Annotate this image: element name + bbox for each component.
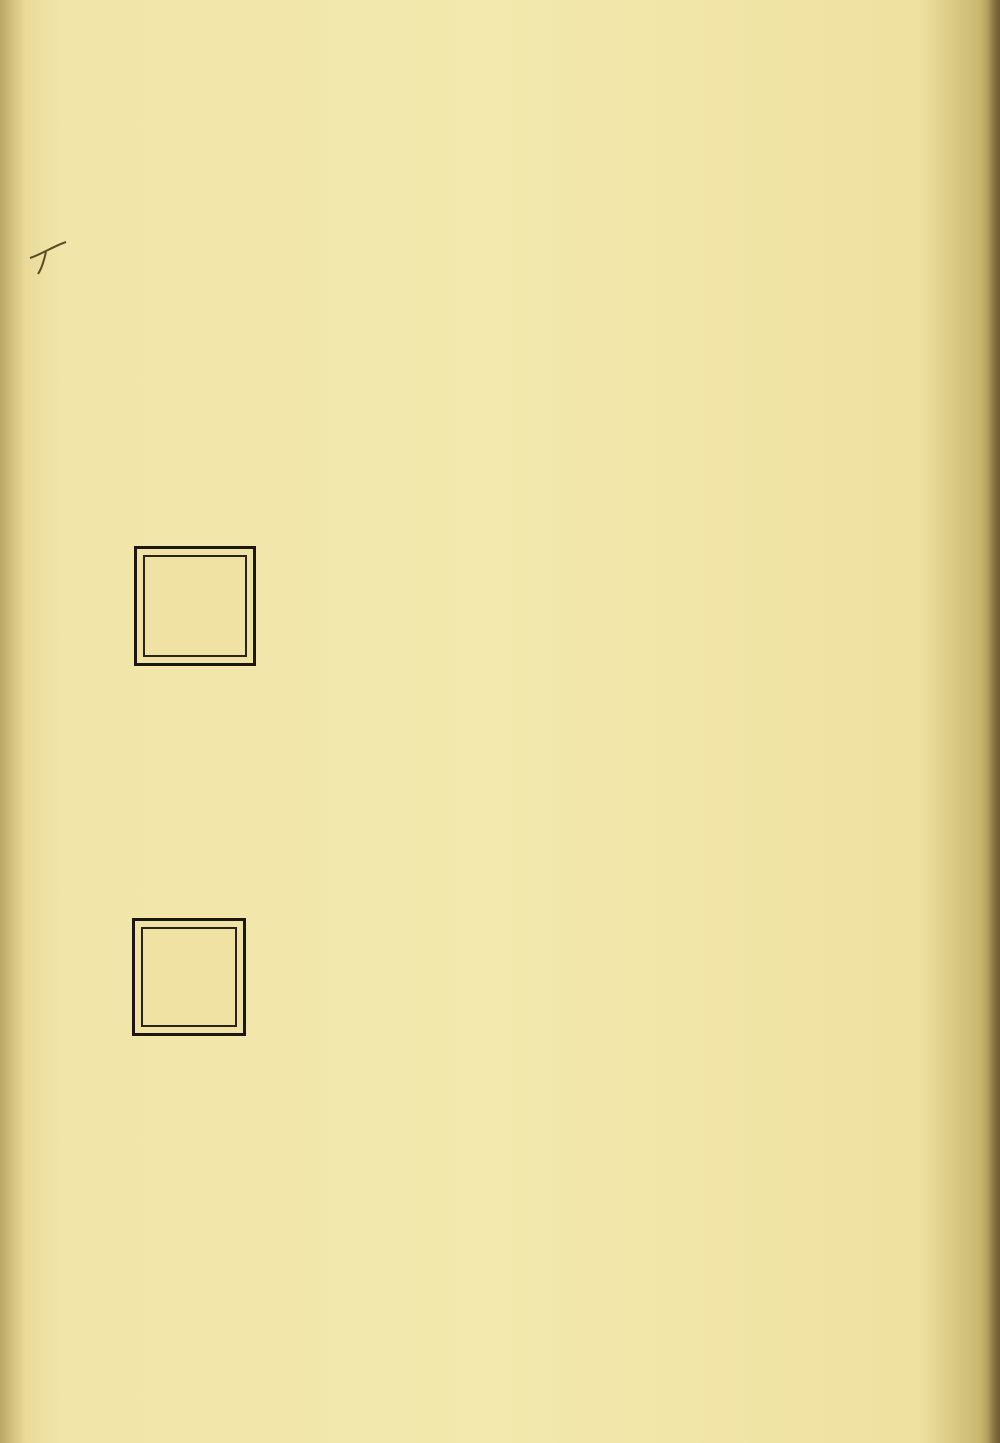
- running-header: [198, 38, 818, 88]
- page-edge-shadow: [988, 0, 1000, 1443]
- metrum-heading: [288, 502, 290, 536]
- decorated-initial-a: [132, 918, 246, 1036]
- margin-annotation-mark: [28, 236, 68, 276]
- decorated-initial-h: [134, 546, 256, 666]
- page-gutter: [0, 0, 26, 1443]
- prosa-heading: [302, 874, 304, 908]
